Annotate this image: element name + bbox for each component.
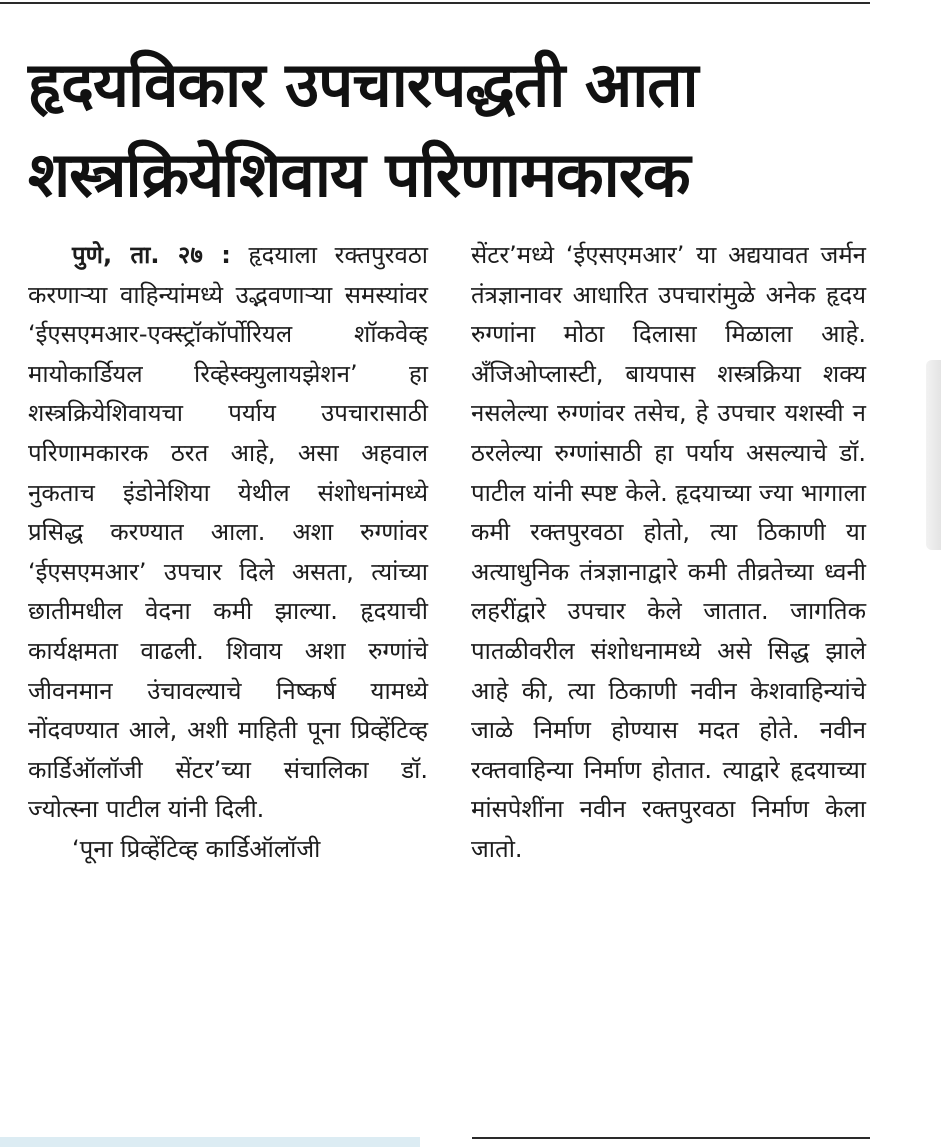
- top-rule: [0, 2, 870, 4]
- dateline: पुणे, ता. २७ :: [72, 241, 231, 269]
- headline-line-1: हृदयविकार उपचारपद्धती आता: [28, 48, 698, 121]
- next-article-box: [0, 1137, 420, 1147]
- headline: [28, 40, 858, 220]
- article-column-left: [28, 236, 428, 870]
- page-edge-shadow: [926, 360, 941, 550]
- paragraph-1: [28, 236, 428, 830]
- paragraph-2-start: ‘पूना प्रिव्हेंटिव्ह कार्डिऑलॉजी: [72, 834, 321, 863]
- article-column-right: [471, 236, 866, 870]
- paragraph-2-continued: सेंटर’मध्ये ‘ईएसएमआर’ या अद्ययावत जर्मन तंत्रज्ञानावर आधारित उपचारांमुळे अनेक हृदय रुग्णांना मोठा दिलासा मिळाला आहे. अँजिओप्लास्टी, बायपास शस्त्रक्रिया शक्य नसलेल्या रुग्णांवर तसेच, हे उपचार यशस्वी न ठरलेल्या रुग्णांसाठी हा पर्याय असल्याचे डॉ. पाटील यांनी स्पष्ट केले. हृदयाच्या ज्या भागाला कमी रक्तपुरवठा होतो, त्या ठिकाणी या अत्याधुनिक तंत्रज्ञानाद्वारे कमी तीव्रतेच्या ध्वनी लहरींद्वारे उपचार केले जातात. जागतिक पातळीवरील संशोधनामध्ये असे सिद्ध झाले आहे की, त्या ठिकाणी नवीन केशवाहिन्यांचे जाळे निर्माण होण्यास मदत होते. नवीन रक्तवाहिन्या निर्माण होतात. त्याद्वारे हृदयाच्या मांसपेशींना नवीन रक्तपुरवठा निर्माण केला जातो.: [471, 241, 866, 863]
- bottom-rule: [472, 1137, 870, 1139]
- paragraph-1-text: हृदयाला रक्तपुरवठा करणाऱ्या वाहिन्यांमध्ये उद्भवणाऱ्या समस्यांवर ‘ईएसएमआर-एक्स्ट्रॉकॉर्पोरियल शॉकवेव्ह मायोकार्डियल रिव्हेस्क्युलायझेशन’ हा शस्त्रक्रियेशिवायचा पर्याय उपचारासाठी परिणामकारक ठरत आहे, असा अहवाल नुकताच इंडोनेशिया येथील संशोधनांमध्ये प्रसिद्ध करण्यात आला. अशा रुग्णांवर ‘ईएसएमआर’ उपचार दिले असता, त्यांच्या छातीमधील वेदना कमी झाल्या. हृदयाची कार्यक्षमता वाढली. शिवाय अशा रुग्णांचे जीवनमान उंचावल्याचे निष्कर्ष यामध्ये नोंदवण्यात आले, अशी माहिती पूना प्रिव्हेंटिव्ह कार्डिऑलॉजी सेंटर’च्या संचालिका डॉ. ज्योत्स्ना पाटील यांनी दिली.: [28, 241, 428, 824]
- headline-line-2: शस्त्रक्रियेशिवाय परिणामकारक: [28, 138, 690, 211]
